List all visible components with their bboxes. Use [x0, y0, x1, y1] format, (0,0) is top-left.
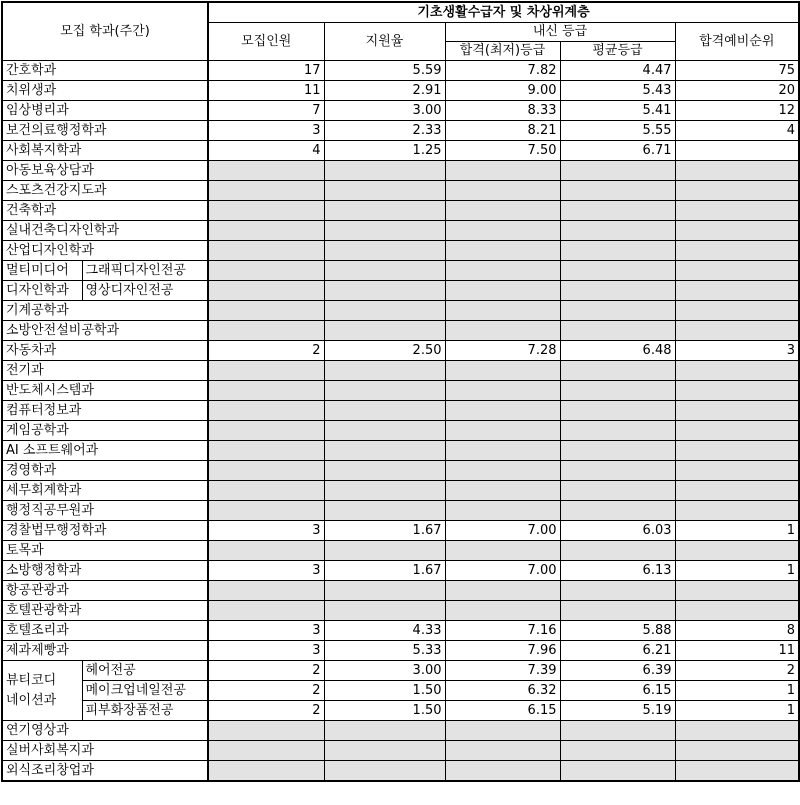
ratio-cell: 5.59 — [324, 61, 445, 81]
avg-grade-cell: 6.13 — [560, 561, 675, 581]
dept-name: 호텔관광학과 — [2, 601, 208, 621]
empty-cell — [208, 361, 324, 381]
empty-cell — [445, 601, 560, 621]
empty-cell — [324, 321, 445, 341]
empty-cell — [560, 301, 675, 321]
waitlist-cell: 1 — [675, 561, 799, 581]
table-row — [2, 281, 799, 301]
dept-major-name: 영상디자인전공 — [82, 281, 208, 301]
recruit-cell: 4 — [208, 141, 324, 161]
empty-cell — [445, 181, 560, 201]
empty-cell — [208, 261, 324, 281]
recruit-cell: 11 — [208, 81, 324, 101]
min-grade-cell: 7.28 — [445, 341, 560, 361]
table-row — [2, 661, 799, 681]
empty-cell — [675, 241, 799, 261]
waitlist-cell: 8 — [675, 621, 799, 641]
dept-name: 소방안전설비공학과 — [2, 321, 208, 341]
dept-group-name: 뷰티코디 네이션과 — [2, 661, 82, 721]
table-row — [2, 261, 799, 281]
dept-name: AI 소프트웨어과 — [2, 441, 208, 461]
empty-cell — [560, 201, 675, 221]
empty-cell — [560, 481, 675, 501]
table-row — [2, 541, 799, 561]
table-body — [2, 61, 799, 782]
empty-cell — [208, 741, 324, 761]
empty-cell — [675, 301, 799, 321]
empty-cell — [445, 221, 560, 241]
ratio-cell: 1.67 — [324, 521, 445, 541]
dept-name: 전기과 — [2, 361, 208, 381]
empty-cell — [445, 581, 560, 601]
ratio-header: 지원율 — [324, 23, 445, 61]
dept-name: 외식조리창업과 — [2, 761, 208, 782]
avg-grade-cell: 5.19 — [560, 701, 675, 721]
dept-name: 건축학과 — [2, 201, 208, 221]
empty-cell — [324, 201, 445, 221]
empty-cell — [560, 741, 675, 761]
table-row — [2, 721, 799, 741]
empty-cell — [675, 481, 799, 501]
empty-cell — [208, 301, 324, 321]
ratio-cell: 5.33 — [324, 641, 445, 661]
empty-cell — [208, 201, 324, 221]
dept-name: 기계공학과 — [2, 301, 208, 321]
avg-grade-cell: 5.41 — [560, 101, 675, 121]
empty-cell — [445, 401, 560, 421]
empty-cell — [445, 741, 560, 761]
min-grade-cell: 7.00 — [445, 561, 560, 581]
empty-cell — [675, 401, 799, 421]
empty-cell — [208, 721, 324, 741]
ratio-cell: 2.50 — [324, 341, 445, 361]
table-row — [2, 641, 799, 661]
recruit-cell: 2 — [208, 681, 324, 701]
avg-grade-cell: 5.55 — [560, 121, 675, 141]
empty-cell — [324, 221, 445, 241]
recruit-cell: 3 — [208, 121, 324, 141]
empty-cell — [675, 721, 799, 741]
dept-name: 스포츠건강지도과 — [2, 181, 208, 201]
min-grade-cell: 6.15 — [445, 701, 560, 721]
empty-cell — [560, 461, 675, 481]
empty-cell — [675, 321, 799, 341]
min-grade-cell: 7.00 — [445, 521, 560, 541]
empty-cell — [445, 241, 560, 261]
empty-cell — [560, 581, 675, 601]
dept-name: 반도체시스템과 — [2, 381, 208, 401]
empty-cell — [208, 541, 324, 561]
empty-cell — [324, 741, 445, 761]
empty-cell — [208, 281, 324, 301]
empty-cell — [560, 241, 675, 261]
table-row — [2, 421, 799, 441]
grade-group-header: 내신 등급 — [445, 23, 675, 42]
table-row — [2, 741, 799, 761]
empty-cell — [324, 421, 445, 441]
table-row — [2, 341, 799, 361]
table-row — [2, 121, 799, 141]
min-grade-cell: 6.32 — [445, 681, 560, 701]
waitlist-cell: 2 — [675, 661, 799, 681]
empty-cell — [208, 501, 324, 521]
dept-major-name: 헤어전공 — [82, 661, 208, 681]
empty-cell — [560, 441, 675, 461]
table-row — [2, 61, 799, 81]
min-grade-cell: 8.33 — [445, 101, 560, 121]
ratio-cell: 1.50 — [324, 701, 445, 721]
empty-cell — [208, 601, 324, 621]
group-title: 기초생활수급자 및 차상위계층 — [208, 2, 799, 23]
dept-name: 사회복지학과 — [2, 141, 208, 161]
recruit-cell: 2 — [208, 661, 324, 681]
empty-cell — [445, 301, 560, 321]
ratio-cell: 1.67 — [324, 561, 445, 581]
empty-cell — [445, 461, 560, 481]
empty-cell — [324, 461, 445, 481]
empty-cell — [324, 361, 445, 381]
empty-cell — [324, 301, 445, 321]
empty-cell — [324, 441, 445, 461]
avg-grade-cell: 4.47 — [560, 61, 675, 81]
waitlist-cell: 75 — [675, 61, 799, 81]
empty-cell — [324, 501, 445, 521]
empty-cell — [445, 361, 560, 381]
empty-cell — [324, 601, 445, 621]
empty-cell — [445, 261, 560, 281]
waitlist-cell: 12 — [675, 101, 799, 121]
table-row — [2, 101, 799, 121]
waitlist-cell — [675, 141, 799, 161]
empty-cell — [208, 481, 324, 501]
table-row — [2, 441, 799, 461]
empty-cell — [560, 221, 675, 241]
empty-cell — [324, 241, 445, 261]
empty-cell — [560, 721, 675, 741]
ratio-cell: 1.50 — [324, 681, 445, 701]
recruit-cell: 7 — [208, 101, 324, 121]
table-row — [2, 181, 799, 201]
empty-cell — [675, 501, 799, 521]
table-row — [2, 461, 799, 481]
dept-major-name: 그래픽디자인전공 — [82, 261, 208, 281]
recruit-cell: 3 — [208, 621, 324, 641]
dept-name: 보건의료행정학과 — [2, 121, 208, 141]
empty-cell — [675, 441, 799, 461]
table-row — [2, 381, 799, 401]
dept-name: 경찰법무행정학과 — [2, 521, 208, 541]
recruit-cell: 2 — [208, 701, 324, 721]
recruit-cell: 2 — [208, 341, 324, 361]
empty-cell — [675, 361, 799, 381]
empty-cell — [445, 721, 560, 741]
ratio-cell: 2.33 — [324, 121, 445, 141]
empty-cell — [445, 761, 560, 782]
recruit-cell: 3 — [208, 521, 324, 541]
dept-name: 호텔조리과 — [2, 621, 208, 641]
table-row — [2, 601, 799, 621]
empty-cell — [560, 401, 675, 421]
empty-cell — [560, 161, 675, 181]
empty-cell — [445, 421, 560, 441]
empty-cell — [208, 181, 324, 201]
empty-cell — [560, 381, 675, 401]
min-grade-cell: 9.00 — [445, 81, 560, 101]
table-row — [2, 241, 799, 261]
empty-cell — [445, 161, 560, 181]
min-grade-cell: 8.21 — [445, 121, 560, 141]
dept-group-name: 멀티미디어 — [2, 261, 82, 281]
waitlist-cell: 11 — [675, 641, 799, 661]
dept-major-name: 피부화장품전공 — [82, 701, 208, 721]
table-row — [2, 361, 799, 381]
empty-cell — [560, 421, 675, 441]
empty-cell — [560, 181, 675, 201]
table-row — [2, 161, 799, 181]
avg-grade-cell: 6.21 — [560, 641, 675, 661]
empty-cell — [208, 461, 324, 481]
min-grade-cell: 7.16 — [445, 621, 560, 641]
dept-name: 토목과 — [2, 541, 208, 561]
dept-column-header: 모집 학과(주간) — [2, 2, 208, 61]
empty-cell — [208, 401, 324, 421]
avg-grade-cell: 5.88 — [560, 621, 675, 641]
waitlist-cell: 3 — [675, 341, 799, 361]
empty-cell — [208, 421, 324, 441]
table-row — [2, 761, 799, 782]
dept-name: 항공관광과 — [2, 581, 208, 601]
table-row — [2, 681, 799, 701]
table-row — [2, 201, 799, 221]
avg-grade-header: 평균등급 — [560, 42, 675, 61]
dept-group-name: 디자인학과 — [2, 281, 82, 301]
dept-name: 연기영상과 — [2, 721, 208, 741]
min-grade-cell: 7.96 — [445, 641, 560, 661]
table-row — [2, 521, 799, 541]
min-grade-header: 합격(최저)등급 — [445, 42, 560, 61]
min-grade-cell: 7.50 — [445, 141, 560, 161]
empty-cell — [675, 161, 799, 181]
waitlist-cell: 4 — [675, 121, 799, 141]
empty-cell — [324, 401, 445, 421]
waitlist-cell: 1 — [675, 701, 799, 721]
dept-name: 게임공학과 — [2, 421, 208, 441]
table-row — [2, 701, 799, 721]
avg-grade-cell: 5.43 — [560, 81, 675, 101]
dept-major-name: 메이크업네일전공 — [82, 681, 208, 701]
table-row — [2, 221, 799, 241]
empty-cell — [208, 161, 324, 181]
empty-cell — [560, 501, 675, 521]
ratio-cell: 4.33 — [324, 621, 445, 641]
empty-cell — [560, 361, 675, 381]
dept-name: 실버사회복지과 — [2, 741, 208, 761]
ratio-cell: 2.91 — [324, 81, 445, 101]
waitlist-cell: 20 — [675, 81, 799, 101]
empty-cell — [324, 481, 445, 501]
empty-cell — [675, 541, 799, 561]
table-row — [2, 481, 799, 501]
waitlist-header: 합격예비순위 — [675, 23, 799, 61]
empty-cell — [324, 161, 445, 181]
empty-cell — [560, 281, 675, 301]
empty-cell — [560, 321, 675, 341]
empty-cell — [324, 381, 445, 401]
empty-cell — [324, 181, 445, 201]
avg-grade-cell: 6.48 — [560, 341, 675, 361]
empty-cell — [445, 201, 560, 221]
ratio-cell: 1.25 — [324, 141, 445, 161]
dept-name: 세무회계학과 — [2, 481, 208, 501]
empty-cell — [675, 261, 799, 281]
dept-name: 실내건축디자인학과 — [2, 221, 208, 241]
table-row — [2, 561, 799, 581]
dept-name: 아동보육상담과 — [2, 161, 208, 181]
empty-cell — [208, 241, 324, 261]
ratio-cell: 3.00 — [324, 661, 445, 681]
empty-cell — [675, 421, 799, 441]
empty-cell — [445, 501, 560, 521]
empty-cell — [208, 321, 324, 341]
empty-cell — [445, 441, 560, 461]
min-grade-cell: 7.82 — [445, 61, 560, 81]
empty-cell — [445, 481, 560, 501]
table-row — [2, 501, 799, 521]
empty-cell — [675, 601, 799, 621]
avg-grade-cell: 6.71 — [560, 141, 675, 161]
table-row — [2, 321, 799, 341]
empty-cell — [208, 441, 324, 461]
empty-cell — [675, 461, 799, 481]
dept-name: 간호학과 — [2, 61, 208, 81]
empty-cell — [675, 741, 799, 761]
table-row — [2, 81, 799, 101]
empty-cell — [675, 201, 799, 221]
empty-cell — [324, 721, 445, 741]
empty-cell — [675, 581, 799, 601]
empty-cell — [208, 221, 324, 241]
waitlist-cell: 1 — [675, 681, 799, 701]
empty-cell — [324, 541, 445, 561]
empty-cell — [324, 761, 445, 782]
empty-cell — [324, 581, 445, 601]
empty-cell — [675, 381, 799, 401]
recruit-cell: 3 — [208, 641, 324, 661]
empty-cell — [208, 381, 324, 401]
waitlist-cell: 1 — [675, 521, 799, 541]
recruit-cell: 3 — [208, 561, 324, 581]
empty-cell — [675, 761, 799, 782]
table-row — [2, 401, 799, 421]
min-grade-cell: 7.39 — [445, 661, 560, 681]
empty-cell — [560, 261, 675, 281]
dept-name: 치위생과 — [2, 81, 208, 101]
table-row — [2, 301, 799, 321]
dept-name: 소방행정학과 — [2, 561, 208, 581]
empty-cell — [675, 221, 799, 241]
empty-cell — [324, 261, 445, 281]
avg-grade-cell: 6.15 — [560, 681, 675, 701]
table-row — [2, 141, 799, 161]
empty-cell — [560, 601, 675, 621]
dept-name: 경영학과 — [2, 461, 208, 481]
empty-cell — [208, 761, 324, 782]
recruit-header: 모집인원 — [208, 23, 324, 61]
empty-cell — [675, 181, 799, 201]
empty-cell — [324, 281, 445, 301]
ratio-cell: 3.00 — [324, 101, 445, 121]
dept-name: 산업디자인학과 — [2, 241, 208, 261]
admission-table — [1, 1, 800, 782]
empty-cell — [445, 281, 560, 301]
dept-name: 행정직공무원과 — [2, 501, 208, 521]
empty-cell — [560, 761, 675, 782]
empty-cell — [560, 541, 675, 561]
avg-grade-cell: 6.03 — [560, 521, 675, 541]
dept-name: 자동차과 — [2, 341, 208, 361]
dept-name: 컴퓨터정보과 — [2, 401, 208, 421]
dept-name: 임상병리과 — [2, 101, 208, 121]
avg-grade-cell: 6.39 — [560, 661, 675, 681]
empty-cell — [675, 281, 799, 301]
empty-cell — [445, 321, 560, 341]
table-row — [2, 581, 799, 601]
empty-cell — [445, 381, 560, 401]
dept-name: 제과제빵과 — [2, 641, 208, 661]
empty-cell — [208, 581, 324, 601]
recruit-cell: 17 — [208, 61, 324, 81]
table-row — [2, 621, 799, 641]
empty-cell — [445, 541, 560, 561]
